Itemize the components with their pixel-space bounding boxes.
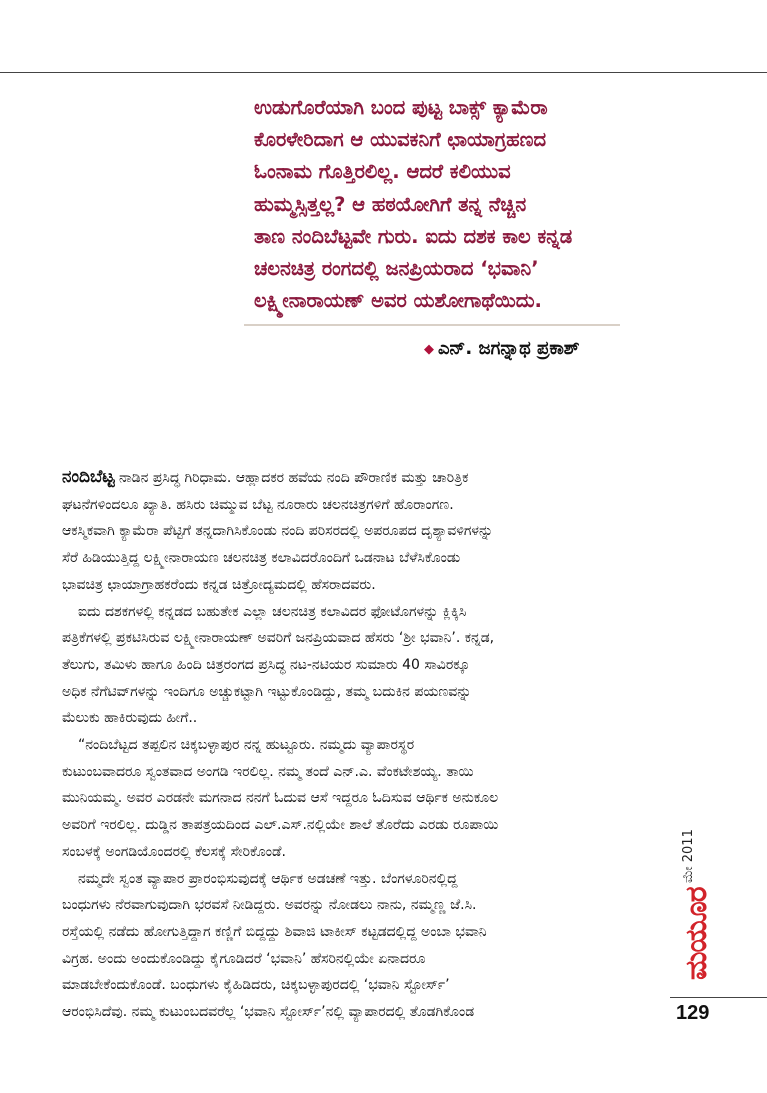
- article-line: ವಿಗ್ರಹ. ಅಂದು ಅಂದುಕೊಂಡಿದ್ದು ಕೈಗೂಡಿದರೆ ‘ಭವಾನಿ’ ಹೆಸರಿನಲ್ಲಿಯೇ ಏನಾದರೂ: [62, 950, 426, 967]
- magazine-logo: ಮಯೂರ: [679, 887, 714, 980]
- article-line: [62, 464, 622, 492]
- article-line: ಘಟನೆಗಳಿಂದಲೂ ಖ್ಯಾತಿ. ಹಸಿರು ಚಿಮ್ಮುವ ಬೆಟ್ಟ ನೂರಾರು ಚಲನಚಿತ್ರಗಳಿಗೆ ಹೊರಾಂಗಣ.: [62, 496, 454, 513]
- pull-quote-line: ಹುಮ್ಮಸ್ಸಿತ್ತಲ್ಲ? ಆ ಹಠಯೋಗಿಗೆ ತನ್ನ ನೆಚ್ಚಿನ: [254, 192, 527, 216]
- article-line: ಆಕಸ್ಮಿಕವಾಗಿ ಕ್ಯಾಮೆರಾ ಪೆಟ್ಟಿಗೆ ತನ್ನದಾಗಿಸಿಕೊಂಡು ನಂದಿ ಪರಿಸರದಲ್ಲಿ ಅಪರೂಪದ ದೃಶ್ಯಾವಳಿಗಳನ್ನು: [62, 523, 494, 540]
- pull-quote-line: ಲಕ್ಷ್ಮೀನಾರಾಯಣ್ ಅವರ ಯಶೋಗಾಥೆಯಿದು.: [254, 289, 542, 313]
- article-line: ಮಾಡಬೇಕೆಂದುಕೊಂಡೆ. ಬಂಧುಗಳು ಕೈಹಿಡಿದರು, ಚಿಕ್ಕಬಳ್ಳಾಪುರದಲ್ಲಿ ‘ಭವಾನಿ ಸ್ಟೋರ್ಸ್’: [62, 977, 450, 994]
- pull-quote-line: ಚಲನಚಿತ್ರ ರಂಗದಲ್ಲಿ ಜನಪ್ರಿಯರಾದ ‘ಭವಾನಿ’: [254, 257, 539, 281]
- article-line: ಸಂಬಳಕ್ಕೆ ಅಂಗಡಿಯೊಂದರಲ್ಲಿ ಕೆಲಸಕ್ಕೆ ಸೇರಿಕೊಂಡೆ.: [62, 843, 286, 860]
- article-line: ಅಧಿಕ ನೆಗೆಟಿವ್‌ಗಳನ್ನು ಇಂದಿಗೂ ಅಚ್ಚುಕಟ್ಟಾಗಿ ಇಟ್ಟುಕೊಂಡಿದ್ದು, ತಮ್ಮ ಬದುಕಿನ ಪಯಣವನ್ನು: [62, 683, 472, 700]
- pull-quote-line: ಕೊರಳೇರಿದಾಗ ಆ ಯುವಕನಿಗೆ ಛಾಯಾಗ್ರಹಣದ: [254, 128, 547, 152]
- author-name: ಎನ್. ಜಗನ್ನಾಥ ಪ್ರಕಾಶ್: [438, 338, 580, 359]
- issue-date: ಮೇ 2011: [681, 829, 696, 883]
- article-line: ಭಾವಚಿತ್ರ ಛಾಯಾಗ್ರಾಹಕರೆಂದು ಕನ್ನಡ ಚಿತ್ರೋದ್ಯಮದಲ್ಲಿ ಹೆಸರಾದವರು.: [62, 576, 376, 593]
- article-line: ಪತ್ರಿಕೆಗಳಲ್ಲಿ ಪ್ರಕಟಿಸಿರುವ ಲಕ್ಷ್ಮೀನಾರಾಯಣ್ ಅವರಿಗೆ ಜನಪ್ರಿಯವಾದ ಹೆಸರು ‘ಶ್ರೀ ಭವಾನಿ’. ಕನ್ನಡ,: [62, 630, 495, 647]
- article-line: “ನಂದಿಬೆಟ್ಟದ ತಪ್ಪಲಿನ ಚಿಕ್ಕಬಳ್ಳಾಪುರ ನನ್ನ ಹುಟ್ಟೂರು. ನಮ್ಮದು ವ್ಯಾಪಾರಸ್ಥರ: [78, 737, 415, 754]
- article-line: ಮುನಿಯಮ್ಮ. ಅವರ ಎರಡನೇ ಮಗನಾದ ನನಗೆ ಓದುವ ಆಸೆ ಇದ್ದರೂ ಓದಿಸುವ ಆರ್ಥಿಕ ಅನುಕೂಲ: [62, 790, 499, 807]
- top-rule: [0, 72, 767, 73]
- lead-line-text: ನಾಡಿನ ಪ್ರಸಿದ್ಧ ಗಿರಿಧಾಮ. ಆಹ್ಲಾದಕರ ಹವೆಯ ನಂದಿ ಪೌರಾಣಿಕ ಮತ್ತು ಚಾರಿತ್ರಿಕ: [114, 470, 469, 486]
- article-line: ಬಂಧುಗಳು ನೆರವಾಗುವುದಾಗಿ ಭರವಸೆ ನೀಡಿದ್ದರು. ಅವರನ್ನು ನೋಡಲು ನಾನು, ನಮ್ಮಣ್ಣ ಜೆ.ಸಿ.: [62, 897, 477, 914]
- article-body: [62, 464, 622, 1026]
- pull-quote-line: ಉಡುಗೊರೆಯಾಗಿ ಬಂದ ಪುಟ್ಟ ಬಾಕ್ಸ್ ಕ್ಯಾಮೆರಾ: [254, 96, 548, 119]
- pull-quote-line: ತಾಣ ನಂದಿಬೆಟ್ಟವೇ ಗುರು. ಐದು ದಶಕ ಕಾಲ ಕನ್ನಡ: [254, 224, 573, 248]
- article-line: ರಸ್ತೆಯಲ್ಲಿ ನಡೆದು ಹೋಗುತ್ತಿದ್ದಾಗ ಕಣ್ಣಿಗೆ ಬಿದ್ದದ್ದು ಶಿವಾಜಿ ಟಾಕೀಸ್ ಕಟ್ಟಡದಲ್ಲಿದ್ದ ಅಂಬಾ ಭವಾನಿ: [62, 923, 487, 940]
- page-number: 129: [676, 1002, 710, 1024]
- article-line: ಕುಟುಂಬವಾದರೂ ಸ್ವಂತವಾದ ಅಂಗಡಿ ಇರಲಿಲ್ಲ. ನಮ್ಮ ತಂದೆ ಎನ್.ಎ. ವೆಂಕಟೇಶಯ್ಯ. ತಾಯಿ: [62, 763, 474, 780]
- article-line: ನಮ್ಮದೇ ಸ್ವಂತ ವ್ಯಾಪಾರ ಪ್ರಾರಂಭಿಸುವುದಕ್ಕೆ ಆರ್ಥಿಕ ಅಡಚಣೆ ಇತ್ತು. ಬೆಂಗಳೂರಿನಲ್ಲಿದ್ದ: [78, 870, 458, 887]
- article-line: ತೆಲುಗು, ತಮಿಳು ಹಾಗೂ ಹಿಂದಿ ಚಿತ್ರರಂಗದ ಪ್ರಸಿದ್ಧ ನಟ-ನಟಿಯರ ಸುಮಾರು 40 ಸಾವಿರಕ್ಕೂ: [62, 656, 470, 673]
- diamond-bullet-icon: ◆: [424, 341, 434, 357]
- article-line: ಅವರಿಗೆ ಇರಲಿಲ್ಲ. ದುಡ್ಡಿನ ತಾಪತ್ರಯದಿಂದ ಎಲ್.ಎಸ್.ನಲ್ಲಿಯೇ ಶಾಲೆ ತೊರೆದು ಎರಡು ರೂಪಾಯಿ: [62, 817, 499, 834]
- article-line: ಸೆರೆ ಹಿಡಿಯುತ್ತಿದ್ದ ಲಕ್ಷ್ಮೀನಾರಾಯಣ ಚಲನಚಿತ್ರ ಕಲಾವಿದರೊಂದಿಗೆ ಒಡನಾಟ ಬೆಳೆಸಿಕೊಂಡು: [62, 550, 461, 567]
- pull-quote-line: ಓಂನಾಮ ಗೊತ್ತಿರಲಿಲ್ಲ. ಆದರೆ ಕಲಿಯುವ: [254, 160, 511, 184]
- lead-word: ನಂದಿಬೆಟ್ಟ: [62, 467, 115, 487]
- article-line: ಮೆಲುಕು ಹಾಕಿರುವುದು ಹೀಗೆ..: [62, 710, 198, 727]
- pull-quote: [254, 92, 624, 317]
- byline: [424, 338, 580, 359]
- quote-divider: [244, 324, 620, 326]
- article-line: ಐದು ದಶಕಗಳಲ್ಲಿ ಕನ್ನಡದ ಬಹುತೇಕ ಎಲ್ಲಾ ಚಲನಚಿತ್ರ ಕಲಾವಿದರ ಫೋಟೊಗಳನ್ನು ಕ್ಲಿಕ್ಕಿಸಿ: [78, 603, 467, 620]
- footer-rule: [670, 997, 767, 998]
- article-line: ಆರಂಭಿಸಿದೆವು. ನಮ್ಮ ಕುಟುಂಬದವರೆಲ್ಲ ‘ಭವಾನಿ ಸ್ಟೋರ್ಸ್’ನಲ್ಲಿ ವ್ಯಾಪಾರದಲ್ಲಿ ತೊಡಗಿಕೊಂಡ: [62, 1004, 475, 1021]
